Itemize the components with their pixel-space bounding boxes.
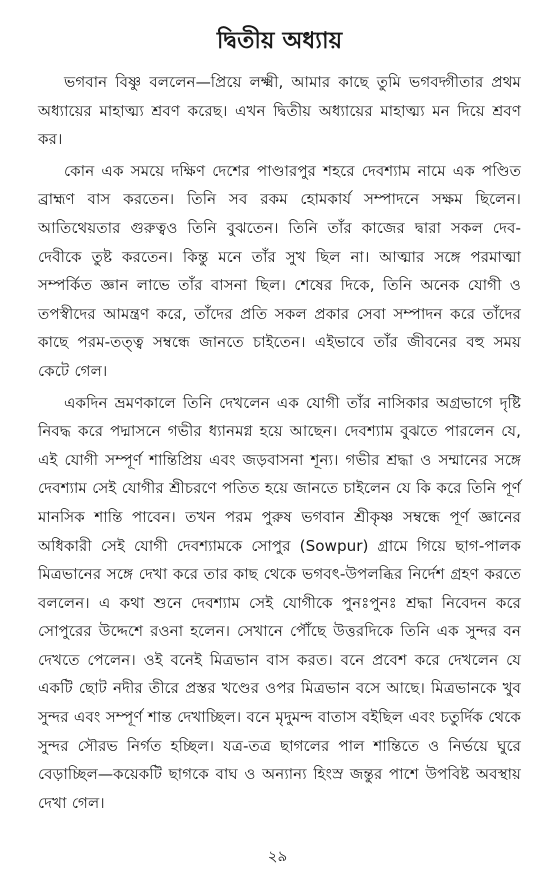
chapter-title: দ্বিতীয় অধ্যায় [216,27,343,54]
paragraph-devashyam: কোন এক সময়ে দক্ষিণ দেশের পাণ্ডারপুর শহরে দেবশ্যাম নামে এক পণ্ডিত ব্রাহ্মণ বাস করতেন। তিনি সব রকম হোমকার্য সম্পাদনে সক্ষম ছিলেন। আতিথেয়তার গুরুত্বও তিনি বুঝতেন। তিনি তাঁর কাজের দ্বারা সকল দেব-দেবীকে তুষ্ট করতেন। কিন্তু মনে তাঁর সুখ ছিল না। আত্মার সঙ্গে পরমাত্মা সম্পর্কিত জ্ঞান লাভে তাঁর বাসনা ছিল। শেষের দিকে, তিনি অনেক যোগী ও তপস্বীদের আমন্ত্রণ করে, তাঁদের প্রতি সকল প্রকার সেবা সম্পাদন করে তাঁদের কাছে পরম-তত্ত্ব সম্বন্ধে জানতে চাইতেন। এইভাবে তাঁর জীবনের বহু সময় কেটে গেল। [38,161,521,380]
page-number: ২৯ [267,847,288,865]
paragraph-intro: ভগবান বিষ্ণু বললেন—প্রিয়ে লক্ষ্মী, আমার কাছে তুমি ভগবদ্গীতার প্রথম অধ্যায়ের মাহাত্ম্য শ্রবণ করেছ। এখন দ্বিতীয় অধ্যায়ের মাহাত্ম্য মন দিয়ে শ্রবণ কর। [38,73,521,149]
paragraph-yogi-journey: একদিন ভ্রমণকালে তিনি দেখলেন এক যোগী তাঁর নাসিকার অগ্রভাগে দৃষ্টি নিবদ্ধ করে পদ্মাসনে গভীর ধ্যানমগ্ন হয়ে আছেন। দেবশ্যাম বুঝতে পারলেন যে, এই যোগী সম্পূর্ণ শান্তিপ্রিয় এবং জড়বাসনা শূন্য। গভীর শ্রদ্ধা ও সম্মানের সঙ্গে দেবশ্যাম সেই যোগীর শ্রীচরণে পতিত হয়ে জানতে চাইলেন যে কি করে তিনি পূর্ণ মানসিক শান্তি পাবেন। তখন পরম পুরুষ ভগবান শ্রীকৃষ্ণ সম্বন্ধে পূর্ণ জ্ঞানের অধিকারী সেই যোগী দেবশ্যামকে সোপুর (Sowpur) গ্রামে গিয়ে ছাগ-পালক মিত্রভানের সঙ্গে দেখা করে তার কাছ থেকে ভগবৎ-উপলব্ধির নির্দেশ গ্রহণ করতে বললেন। এ কথা শুনে দেবশ্যাম সেই যোগীকে পুনঃপুনঃ শ্রদ্ধা নিবেদন করে সোপুরের উদ্দেশে রওনা হলেন। সেখানে পৌঁছে উত্তরদিকে তিনি এক সুন্দর বন দেখতে পেলেন। ওই বনেই মিত্রভান বাস করত। বনে প্রবেশ করে দেখলেন যে একটি ছোট নদীর তীরে প্রস্তর খণ্ডের ওপর মিত্রভান বসে আছে। মিত্রভানকে খুব সুন্দর এবং সম্পূর্ণ শান্ত দেখাচ্ছিল। বনে মৃদুমন্দ বাতাস বইছিল এবং চতুর্দিক থেকে সুন্দর সৌরভ নির্গত হচ্ছিল। যত্র-তত্র ছাগলের পাল শান্তিতে ও নির্ভয়ে ঘুরে বেড়াচ্ছিল—কয়েকটি ছাগকে বাঘ ও অন্যান্য হিংস্র জন্তুর পাশে উপবিষ্ট অবস্থায় দেখা গেল। [38,393,521,812]
